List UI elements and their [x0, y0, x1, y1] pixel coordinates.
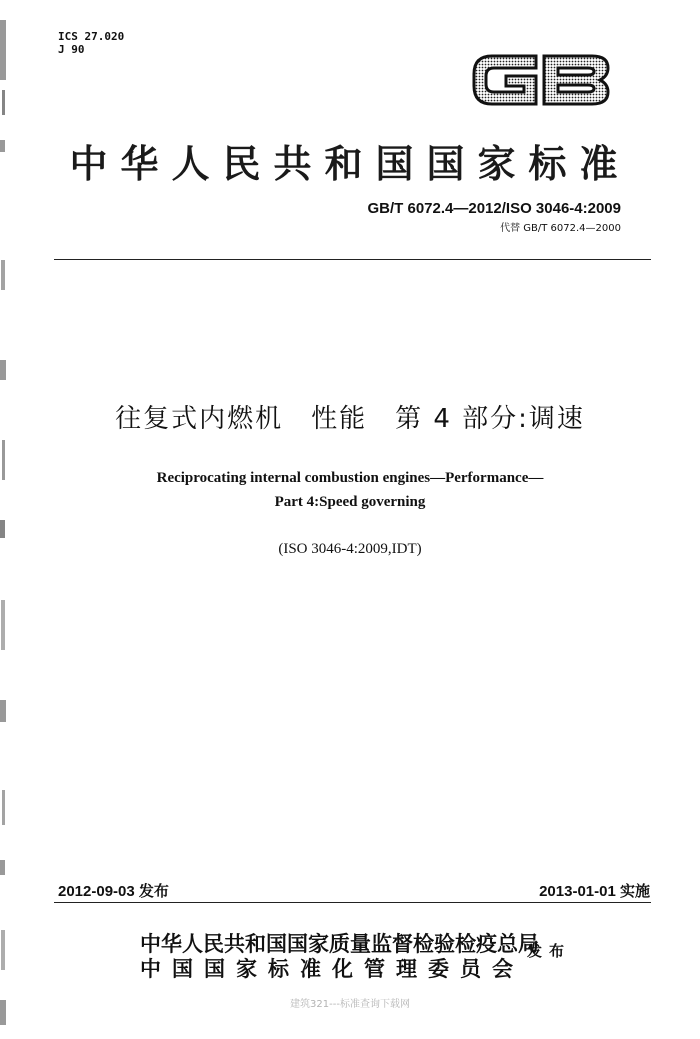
standard-title: 中华人民共和国国家标准	[69, 141, 631, 186]
ics-code: ICS 27.020	[58, 30, 125, 43]
issuer-sac: 中国国家标准化管理委员会	[140, 956, 524, 981]
title-english	[0, 466, 700, 514]
replaces-standard: 代替 GB/T 6072.4—2000	[500, 223, 621, 234]
ccs-code: J 90	[58, 43, 85, 56]
implement-date: 2013-01-01 实施	[539, 883, 650, 900]
iso-reference: (ISO 3046-4:2009,IDT)	[278, 541, 422, 557]
standard-number: GB/T 6072.4—2012/ISO 3046-4:2009	[367, 200, 621, 217]
title-english-line2: Part 4:Speed governing	[274, 494, 426, 510]
issuer-aqsiq: 中华人民共和国国家质量监督检验检疫总局	[140, 931, 539, 956]
publish-date: 2012-09-03 发布	[58, 883, 169, 900]
header-divider	[54, 259, 651, 260]
watermark: 建筑321---标准查询下载网	[290, 999, 410, 1010]
title-chinese: 往复式内燃机 性能 第 4 部分:调速	[115, 404, 585, 434]
footer-divider	[54, 902, 651, 903]
classification-codes	[58, 30, 124, 56]
title-english-line1: Reciprocating internal combustion engines—Performance—	[156, 470, 544, 486]
gb-logo	[466, 42, 614, 118]
issue-label: 发布	[527, 942, 572, 960]
